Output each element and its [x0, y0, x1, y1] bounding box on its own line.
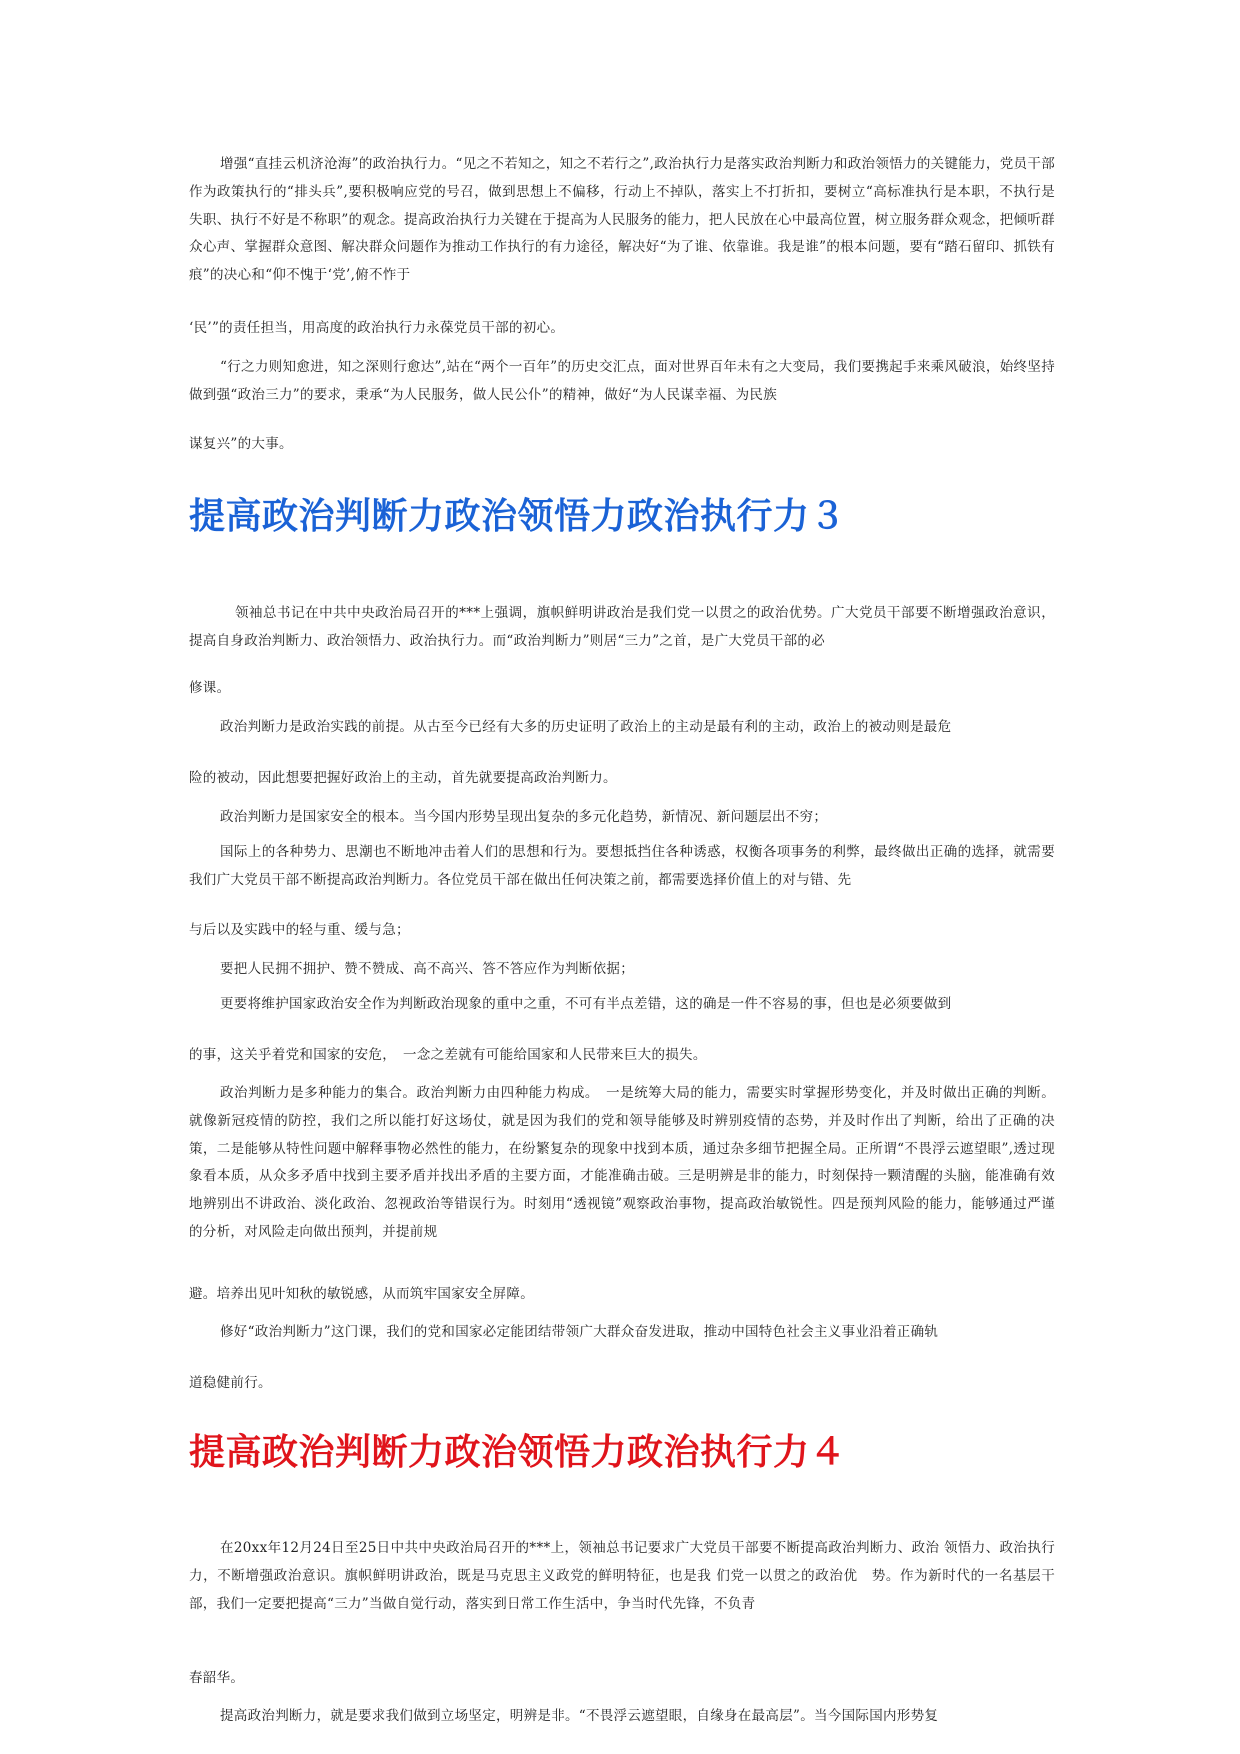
body-paragraph-end: 险的被动，因此想要把握好政治上的主动，首先就要提高政治判断力。	[189, 770, 617, 786]
body-paragraph: 政治判断力是政治实践的前提。从古至今已经有大多的历史证明了政治上的主动是最有利的主动，政治上的被动则是最危	[220, 719, 952, 735]
paragraph-end-line	[189, 678, 1055, 698]
paragraph-block	[189, 839, 1055, 895]
section-heading-3: 提高政治判断力政治领悟力政治执行力３	[189, 496, 847, 537]
paragraph-block	[189, 1703, 1055, 1731]
paragraph-block	[189, 991, 1055, 1019]
paragraph-end-line	[189, 1373, 1055, 1393]
body-paragraph-end: 避。培养出见叶知秋的敏锐感，从而筑牢国家安全屏障。	[189, 1286, 534, 1302]
paragraph-block	[189, 1319, 1055, 1347]
body-paragraph: 在20xx年12月24日至25日中共中央政治局召开的***上，领袖总书记要求广大党员干部要不断提高政治判断力、政治 领悟力、政治执行力，不断增强政治意识。旗帜鲜明讲政治，既是马克思主义政党的鲜明特征，也是我 们党一以贯之的政治优 势。作为新时代的一名基层干部，我们一定要把提高“三力”当做自觉行动，落实到日常工作生活中，争当时代先锋，不负青	[189, 1540, 1055, 1612]
paragraph-block	[189, 1080, 1055, 1247]
paragraph-block	[189, 804, 1055, 832]
body-paragraph: 政治判断力是国家安全的根本。当今国内形势呈现出复杂的多元化趋势，新情况、新问题层出不穷；	[220, 809, 828, 825]
body-paragraph-end: ‘民’”的责任担当，用高度的政治执行力永葆党员干部的初心。	[189, 320, 565, 336]
body-paragraph-end: 修课。	[189, 680, 231, 696]
paragraph-end-line	[189, 768, 1055, 788]
body-paragraph-end: 的事，这关乎着党和国家的安危， 一念之差就有可能给国家和人民带来巨大的损失。	[189, 1047, 707, 1063]
paragraph-block	[189, 956, 1055, 984]
paragraph-block	[189, 600, 1055, 656]
body-paragraph: 提高政治判断力，就是要求我们做到立场坚定，明辨是非。“不畏浮云遮望眼，自缘身在最高层”。当今国际国内形势复	[220, 1708, 939, 1724]
section-heading-4: 提高政治判断力政治领悟力政治执行力４	[189, 1432, 847, 1473]
paragraph-block	[189, 714, 1055, 742]
body-paragraph-end: 与后以及实践中的轻与重、缓与急；	[189, 922, 410, 938]
body-paragraph: 修好“政治判断力”这门课，我们的党和国家必定能团结带领广大群众奋发进取，推动中国特色社会主义事业沿着正确轨	[220, 1324, 939, 1340]
body-paragraph-end: 春韶华。	[189, 1670, 245, 1686]
paragraph-end-line	[189, 1284, 1055, 1304]
body-paragraph: 领袖总书记在中共中央政治局召开的***上强调，旗帜鲜明讲政治是我们党一以贯之的政治优势。广大党员干部要不断增强政治意识，提高自身政治判断力、政治领悟力、政治执行力。而“政治判断力”则居“三力”之首，是广大党员干部的必	[189, 605, 1055, 649]
paragraph-block	[189, 354, 1055, 410]
body-paragraph: “行之力则知愈进，知之深则行愈达”,站在“两个一百年”的历史交汇点，面对世界百年未有之大变局，我们要携起手来乘风破浪，始终坚持做到强“政治三力”的要求，秉承“为人民服务，做人民公仆”的精神，做好“为人民谋幸福、为民族	[189, 359, 1055, 403]
paragraph-end-line	[189, 1045, 1055, 1065]
paragraph-end-line	[189, 318, 1055, 338]
paragraph-end-line	[189, 1668, 1055, 1688]
paragraph-end-line	[189, 434, 1055, 454]
body-paragraph: 国际上的各种势力、思潮也不断地冲击着人们的思想和行为。要想抵挡住各种诱惑，权衡各项事务的利弊，最终做出正确的选择，就需要我们广大党员干部不断提高政治判断力。各位党员干部在做出任何决策之前，都需要选择价值上的对与错、先	[189, 844, 1055, 888]
body-paragraph: 政治判断力是多种能力的集合。政治判断力由四种能力构成。 一是统筹大局的能力，需要实时掌握形势变化，并及时做出正确的判断。就像新冠疫情的防控，我们之所以能打好这场仗，就是因为我们的党和领导能够及时辨别疫情的态势，并及时作出了判断，给出了正确的决策，二是能够从特性问题中解释事物必然性的能力，在纷繁复杂的现象中找到本质，通过杂多细节把握全局。正所谓“不畏浮云遮望眼”,透过现象看本质，从众多矛盾中找到主要矛盾并找出矛盾的主要方面，才能准确击破。三是明辨是非的能力，时刻保持一颗清醒的头脑，能准确有效地辨别出不讲政治、淡化政治、忽视政治等错误行为。时刻用“透视镜”观察政治事物，提高政治敏锐性。四是预判风险的能力，能够通过严谨的分析，对风险走向做出预判，并提前规	[189, 1085, 1055, 1240]
body-paragraph-end: 道稳健前行。	[189, 1375, 272, 1391]
body-paragraph: 增强“直挂云机济沧海”的政治执行力。“见之不若知之，知之不若行之”,政治执行力是落实政治判断力和政治领悟力的关键能力，党员干部作为政策执行的“排头兵”,要积极响应党的号召，做到思想上不偏移，行动上不掉队，落实上不打折扣，要树立“高标准执行是本职，不执行是失职、执行不好是不称职”的观念。提高政治执行力关键在于提高为人民服务的能力，把人民放在心中最高位置，树立服务群众观念，把倾听群众心声、掌握群众意图、解决群众问题作为推动工作执行的有力途径，解决好“为了谁、依靠谁。我是谁”的根本问题，要有“踏石留印、抓铁有痕”的决心和“仰不愧于‘党’,俯不怍于	[189, 156, 1055, 284]
body-paragraph-end: 谋复兴”的大事。	[189, 436, 293, 452]
paragraph-block	[189, 1535, 1055, 1618]
section-2-tail	[189, 151, 1055, 290]
paragraph-end-line	[189, 920, 1055, 940]
body-paragraph: 要把人民拥不拥护、赞不赞成、高不高兴、答不答应作为判断依据；	[220, 961, 634, 977]
body-paragraph: 更要将维护国家政治安全作为判断政治现象的重中之重，不可有半点差错，这的确是一件不容易的事，但也是必须要做到	[220, 996, 952, 1012]
